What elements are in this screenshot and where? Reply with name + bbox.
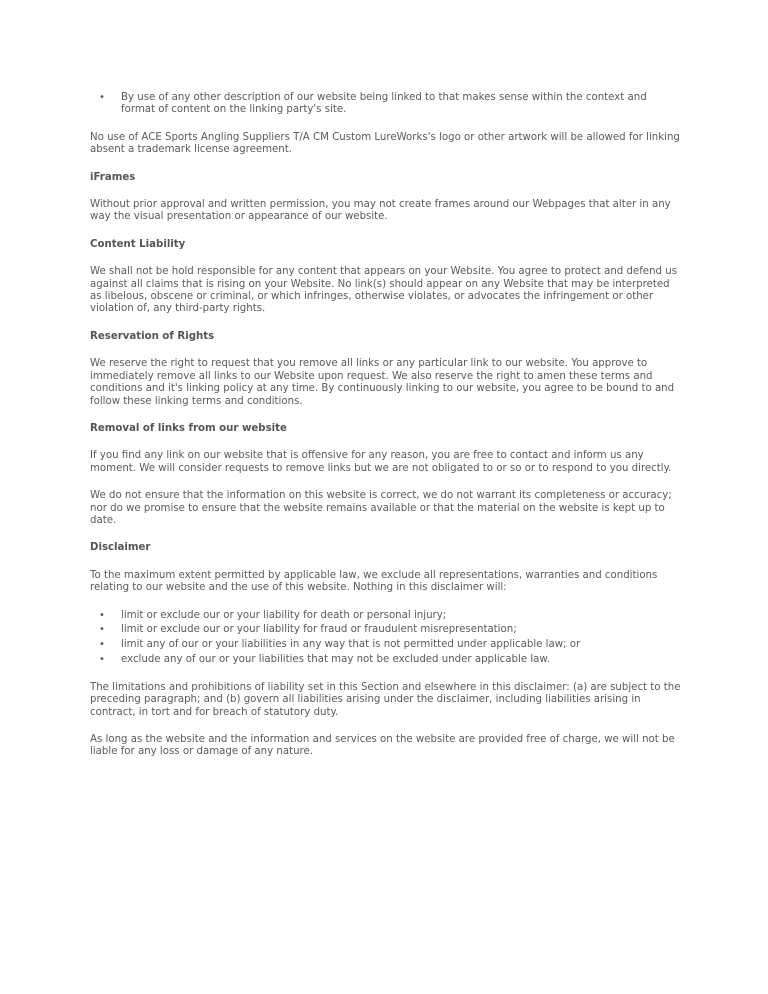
intro-bullet-list (90, 92, 682, 117)
iframes-paragraph: Without prior approval and written permission, you may not create frames around our Webpages that alter in any way the visual presentation or appearance of our website. (90, 199, 671, 223)
removal-heading: Removal of links from our website (90, 422, 287, 434)
removal-paragraph-1: If you find any link on our website that is offensive for any reason, you are free to contact and inform us any moment. We will consider requests to remove links but we are not obligated to or so or to respond to you directly. (90, 450, 672, 474)
disclaimer-bullet-list (90, 610, 682, 667)
list-item-text: limit or exclude our or your liability for fraud or fraudulent misrepresentation; (121, 624, 517, 636)
limitations-paragraph: The limitations and prohibitions of liability set in this Section and elsewhere in this disclaimer: (a) are subject to the preceding paragraph; and (b) govern all liabilities arising under the disclaimer, including liabilities arising in contract, in tort and for breach of statutory duty. (90, 681, 681, 718)
list-item-text: limit any of our or your liabilities in any way that is not permitted under applicable law; or (121, 639, 581, 651)
list-item (90, 654, 682, 666)
document-page (90, 92, 682, 774)
bullet-icon: • (99, 609, 105, 621)
free-of-charge-paragraph: As long as the website and the information and services on the website are provided free of charge, we will not be liable for any loss or damage of any nature. (90, 733, 675, 758)
removal-paragraph-2: We do not ensure that the information on this website is correct, we do not warrant its completeness or accuracy; nor do we promise to ensure that the website remains available or that the material on the website is kept up to date. (90, 490, 672, 526)
bullet-icon: • (99, 92, 105, 103)
list-item-text: By use of any other description of our website being linked to that makes sense within the context and format of content on the linking party's site. (121, 92, 647, 116)
list-item (90, 92, 682, 117)
reservation-heading: Reservation of Rights (90, 330, 215, 342)
list-item (90, 624, 682, 636)
content-liability-paragraph: We shall not be hold responsible for any content that appears on your Website. You agree to protect and defend us against all claims that is rising on your Website. No link(s) should appear on any Website that may be interpreted as libelous, obscene or criminal, or which infringes, otherwise violates, or advocates the infringement or other violation of, any third-party rights. (90, 266, 677, 315)
list-item (90, 610, 682, 622)
list-item-text: limit or exclude our or your liability for death or personal injury; (121, 609, 447, 621)
bullet-icon: • (99, 624, 105, 636)
list-item (90, 639, 682, 651)
disclaimer-heading: Disclaimer (90, 542, 151, 554)
logo-paragraph: No use of ACE Sports Angling Suppliers T/A CM Custom LureWorks's logo or other artwork will be allowed for linking absent a trademark license agreement. (90, 131, 680, 156)
content-liability-heading: Content Liability (90, 238, 186, 250)
disclaimer-intro-paragraph: To the maximum extent permitted by applicable law, we exclude all representations, warranties and conditions relating to our website and the use of this website. Nothing in this disclaimer will: (90, 569, 658, 594)
bullet-icon: • (99, 654, 105, 666)
iframes-heading: iFrames (90, 171, 136, 183)
list-item-text: exclude any of our or your liabilities that may not be excluded under applicable law. (121, 654, 551, 666)
reservation-paragraph: We reserve the right to request that you remove all links or any particular link to our website. You approve to immediately remove all links to our Website upon request. We also reserve the right to amen these terms and conditions and it's linking policy at any time. By continuously linking to our website, you agree to be bound to and follow these linking terms and conditions. (90, 358, 675, 407)
bullet-icon: • (99, 639, 105, 651)
